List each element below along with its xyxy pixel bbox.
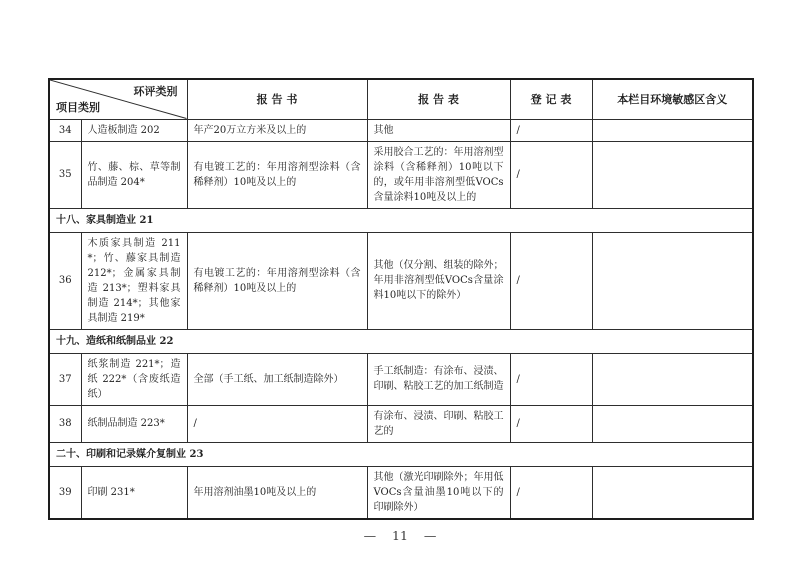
- cell-sensitive-meaning: [592, 353, 753, 405]
- header-report-form: 报 告 表: [367, 79, 510, 119]
- cell-sensitive-meaning: [592, 119, 753, 141]
- cell-row-number: 36: [49, 232, 81, 329]
- header-diagonal-cell: [49, 79, 187, 119]
- table-row: [49, 405, 753, 442]
- header-sensitive-area-meaning: 本栏目环境敏感区含义: [592, 79, 753, 119]
- cell-registration-form: /: [510, 405, 592, 442]
- header-row: [49, 79, 753, 119]
- cell-registration-form: /: [510, 466, 592, 519]
- section-row: [49, 442, 753, 466]
- cell-report-form: 其他（仅分割、组装的除外；年用非溶剂型低VOCs含量涂料10吨以下的除外）: [367, 232, 510, 329]
- cell-report-book: 年产20万立方米及以上的: [187, 119, 367, 141]
- cell-sensitive-meaning: [592, 141, 753, 208]
- section-title: 十八、家具制造业 21: [49, 208, 753, 232]
- table-row: [49, 232, 753, 329]
- cell-registration-form: /: [510, 119, 592, 141]
- cell-report-book: /: [187, 405, 367, 442]
- header-project-category-label: 项目类别: [56, 100, 100, 114]
- cell-row-number: 38: [49, 405, 81, 442]
- page-number: — 11 —: [363, 527, 437, 543]
- table-row: [49, 466, 753, 519]
- cell-project-category: 木质家具制造 211*；竹、藤家具制造 212*；金属家具制造 213*；塑料家具制造 214*；其他家具制造 219*: [81, 232, 187, 329]
- table-row: [49, 119, 753, 141]
- table-row: [49, 141, 753, 208]
- cell-project-category: 纸浆制造 221*；造纸 222*（含废纸造纸）: [81, 353, 187, 405]
- cell-project-category: 纸制品制造 223*: [81, 405, 187, 442]
- cell-report-form: 其他（激光印刷除外；年用低VOCs含量油墨10吨以下的印刷除外）: [367, 466, 510, 519]
- cell-row-number: 35: [49, 141, 81, 208]
- header-eia-category-label: 环评类别: [133, 85, 178, 98]
- cell-report-book: 有电镀工艺的：年用溶剂型涂料（含稀释剂）10吨及以上的: [187, 232, 367, 329]
- cell-report-book: 全部（手工纸、加工纸制造除外）: [187, 353, 367, 405]
- cell-row-number: 34: [49, 119, 81, 141]
- cell-registration-form: /: [510, 141, 592, 208]
- header-registration-form: 登 记 表: [510, 79, 592, 119]
- header-report-book: 报 告 书: [187, 79, 367, 119]
- cell-project-category: 竹、藤、棕、草等制品制造 204*: [81, 141, 187, 208]
- cell-report-form: 其他: [367, 119, 510, 141]
- section-title: 二十、印刷和记录媒介复制业 23: [49, 442, 753, 466]
- cell-row-number: 39: [49, 466, 81, 519]
- table-row: [49, 353, 753, 405]
- cell-registration-form: /: [510, 353, 592, 405]
- eia-classification-table: [48, 78, 754, 520]
- cell-report-form: 有涂布、浸渍、印刷、粘胶工艺的: [367, 405, 510, 442]
- cell-report-form: 手工纸制造：有涂布、浸渍、印刷、粘胶工艺的加工纸制造: [367, 353, 510, 405]
- section-title: 十九、造纸和纸制品业 22: [49, 329, 753, 353]
- cell-report-book: 年用溶剂油墨10吨及以上的: [187, 466, 367, 519]
- cell-sensitive-meaning: [592, 466, 753, 519]
- section-row: [49, 208, 753, 232]
- cell-row-number: 37: [49, 353, 81, 405]
- section-row: [49, 329, 753, 353]
- cell-report-form: 采用胶合工艺的：年用溶剂型涂料（含稀释剂）10吨以下的，或年用非溶剂型低VOCs含量涂料10吨及以上的: [367, 141, 510, 208]
- cell-project-category: 人造板制造 202: [81, 119, 187, 141]
- table-body: [49, 119, 753, 519]
- cell-sensitive-meaning: [592, 405, 753, 442]
- cell-sensitive-meaning: [592, 232, 753, 329]
- cell-project-category: 印刷 231*: [81, 466, 187, 519]
- cell-registration-form: /: [510, 232, 592, 329]
- cell-report-book: 有电镀工艺的：年用溶剂型涂料（含稀释剂）10吨及以上的: [187, 141, 367, 208]
